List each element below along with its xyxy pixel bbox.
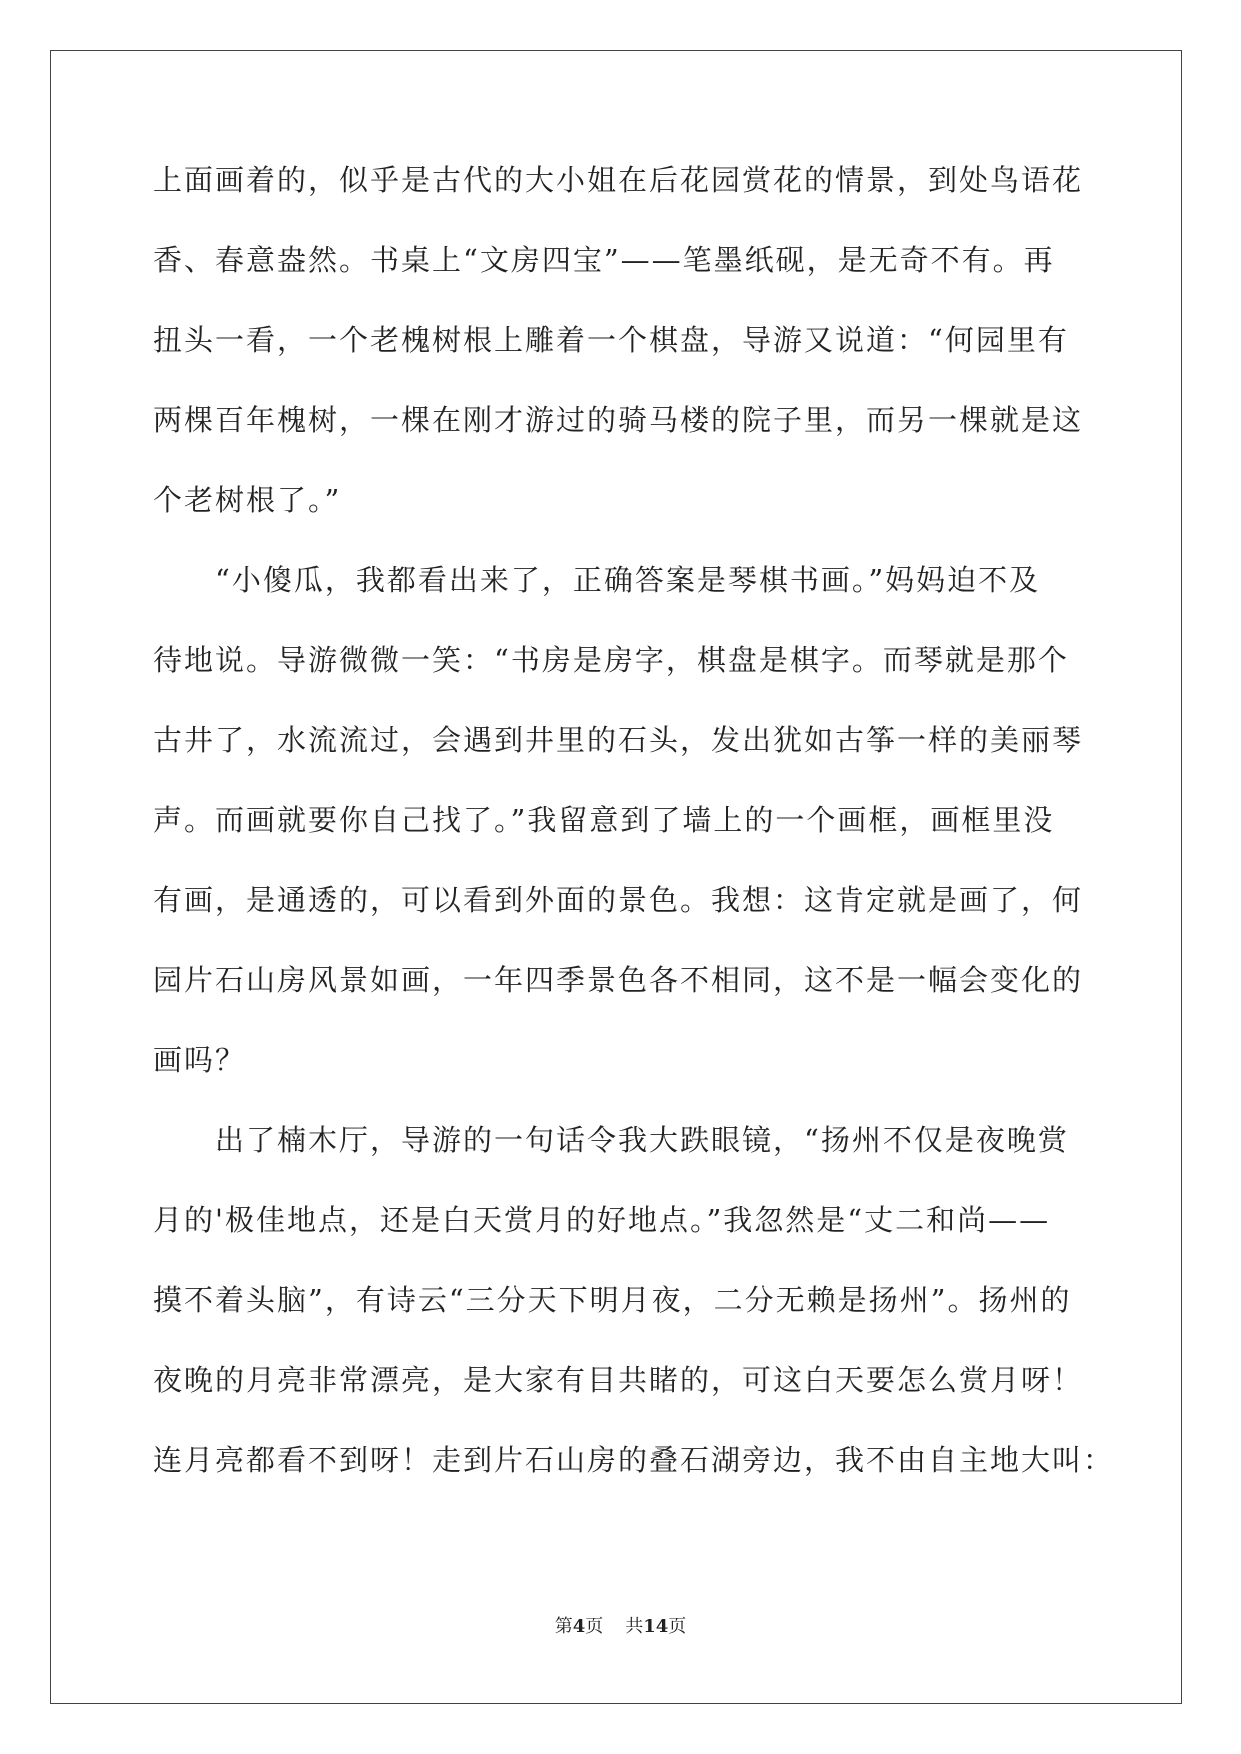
document-body <box>153 160 1115 1520</box>
current-page-number: 4 <box>572 1616 586 1637</box>
footer-prefix: 第 <box>554 1616 573 1637</box>
footer-total-prefix: 共 <box>625 1616 644 1637</box>
text-line: 上面画着的，似乎是古代的大小姐在后花园赏花的情景，到处鸟语花 <box>153 163 1084 197</box>
footer-total-suffix: 页 <box>668 1616 687 1637</box>
text-line: 园片石山房风景如画，一年四季景色各不相同，这不是一幅会变化的 <box>153 963 1084 997</box>
text-line: 扭头一看，一个老槐树根上雕着一个棋盘，导游又说道：“何园里有 <box>153 323 1069 357</box>
text-line: 月的'极佳地点，还是白天赏月的好地点。”我忽然是“丈二和尚—— <box>153 1203 1051 1237</box>
text-line: 出了楠木厅，导游的一句话令我大跌眼镜，“扬州不仅是夜晚赏 <box>153 1123 1069 1157</box>
text-line: 香、春意盎然。书桌上“文房四宝”——笔墨纸砚，是无奇不有。再 <box>153 243 1055 277</box>
text-line: 有画，是通透的，可以看到外面的景色。我想：这肯定就是画了，何 <box>153 883 1084 917</box>
text-line: 摸不着头脑”，有诗云“三分天下明月夜，二分无赖是扬州”。扬州的 <box>153 1283 1072 1317</box>
text-line: 个老树根了。” <box>153 483 342 517</box>
text-line: 夜晚的月亮非常漂亮，是大家有目共睹的，可这白天要怎么赏月呀！ <box>153 1363 1084 1397</box>
text-line: 两棵百年槐树，一棵在刚才游过的骑马楼的院子里，而另一棵就是这 <box>153 403 1084 437</box>
text-line: “小傻瓜，我都看出来了，正确答案是琴棋书画。”妈妈迫不及 <box>153 563 1041 597</box>
total-page-number: 14 <box>643 1616 669 1637</box>
text-line: 画吗？ <box>153 1043 247 1077</box>
text-line: 连月亮都看不到呀！走到片石山房的叠石湖旁边，我不由自主地大叫： <box>153 1443 1115 1477</box>
text-line: 待地说。导游微微一笑：“书房是房字，棋盘是棋字。而琴就是那个 <box>153 643 1069 677</box>
text-line: 声。而画就要你自己找了。”我留意到了墙上的一个画框，画框里没 <box>153 803 1055 837</box>
text-line: 古井了，水流流过，会遇到井里的石头，发出犹如古筝一样的美丽琴 <box>153 723 1084 757</box>
footer-page-suffix: 页 <box>585 1616 604 1637</box>
page-footer <box>0 1612 1241 1638</box>
